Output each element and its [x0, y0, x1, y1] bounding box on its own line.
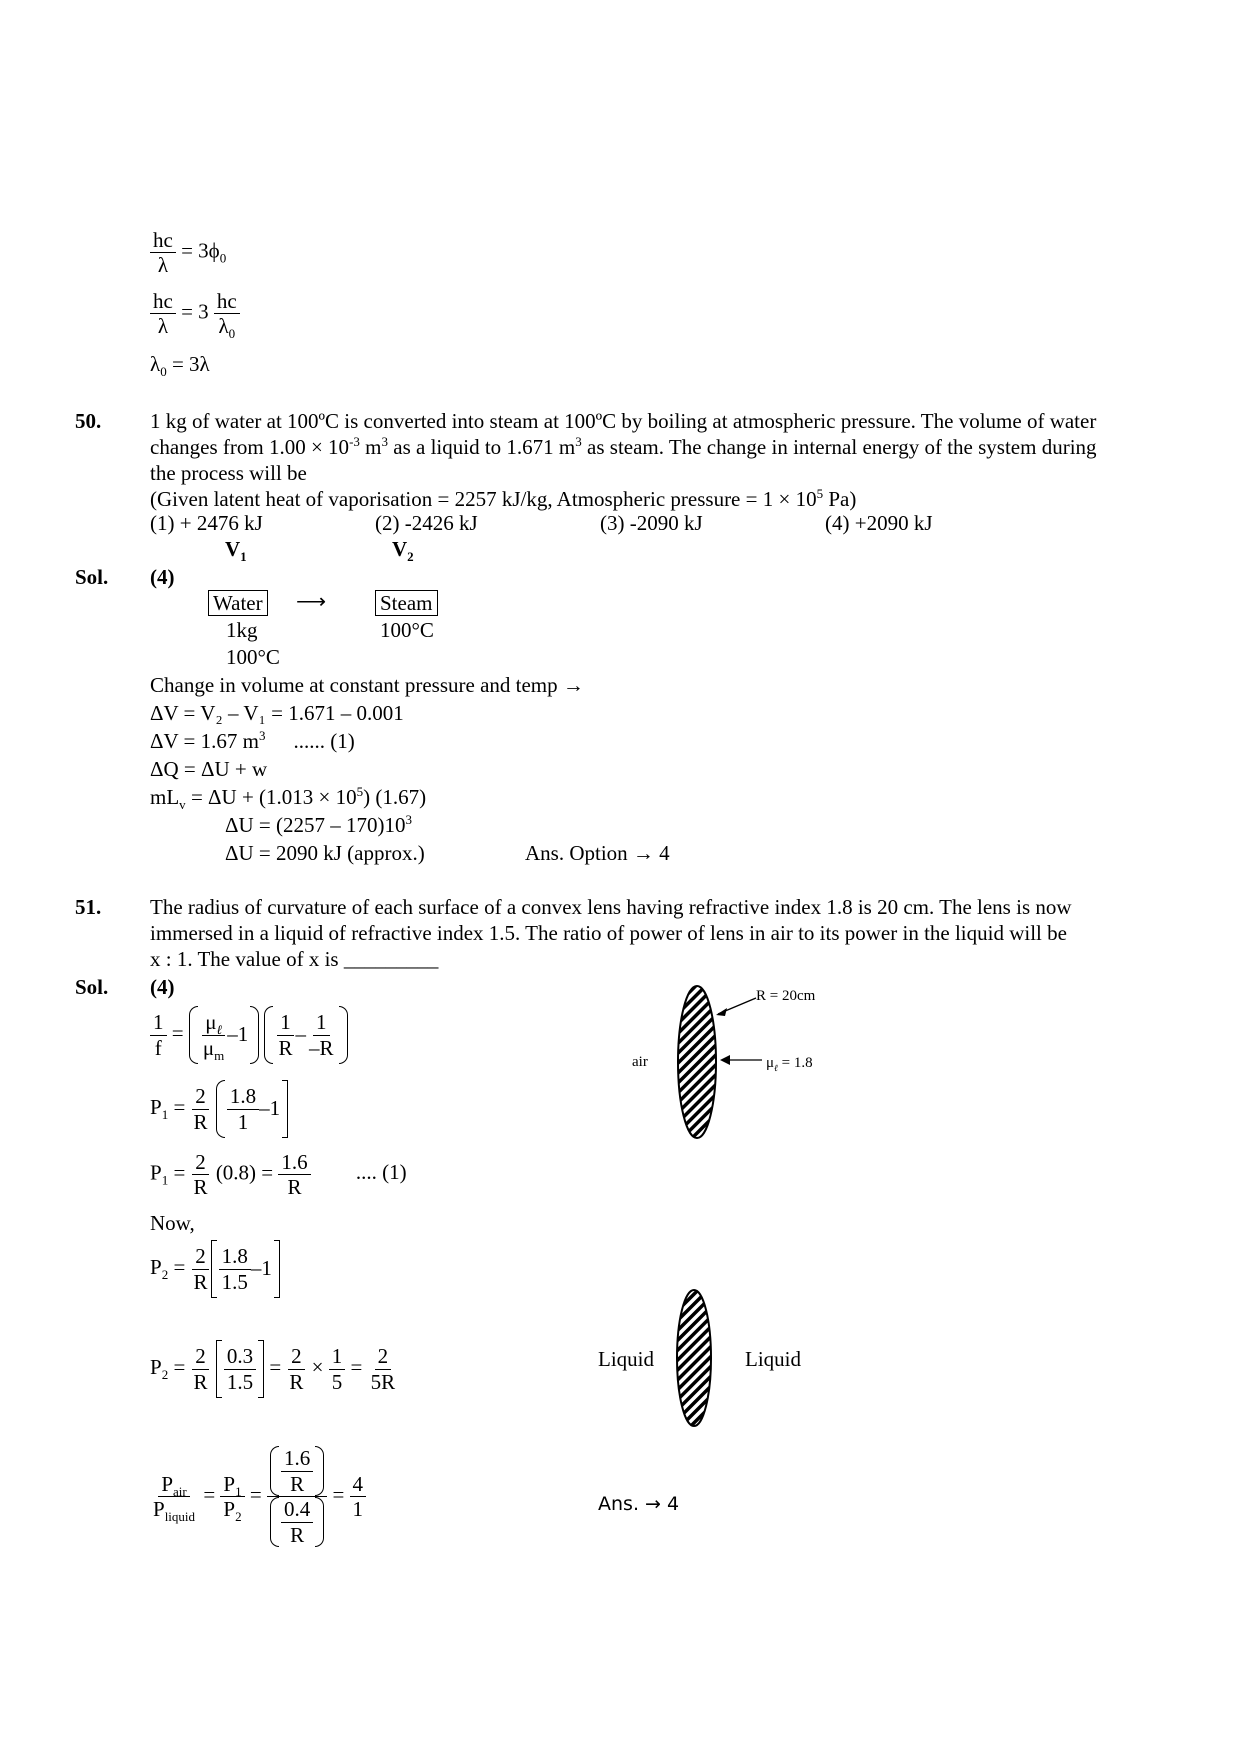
steam-box: Steam	[375, 592, 438, 615]
sol50-line4: ΔQ = ΔU + w	[150, 757, 268, 781]
liquid-right-label: Liquid	[745, 1347, 801, 1371]
question-51-text: The radius of curvature of each surface of a convex lens having refractive index 1.8 is 20 cm. The lens is now immersed in a liquid of refractive index 1.5. The ratio of power of lens in air to its power in the liquid will be x : 1. The value of x is _________	[150, 895, 1072, 971]
eq-work-function-2: $\frac{hc}{\lambda}$ = 3 $\frac{hc}{\lambda_0}$	[150, 289, 240, 338]
mu-label: $\mu_\ell = 1.8$	[766, 1055, 813, 1074]
lens-ellipse-liquid	[677, 1290, 711, 1426]
option-4: (4) +2090 kJ	[825, 511, 933, 535]
p1-result: $P_1$ = $\frac{2}{R}$ (0.8) = $\frac{1.6}{R}$ .... (1)	[150, 1150, 407, 1200]
air-label: air	[632, 1054, 648, 1070]
question-number-51: 51.	[75, 895, 102, 919]
lens-ellipse	[678, 986, 716, 1138]
sol-label-51: Sol.	[75, 975, 109, 999]
sol50-line2: ΔV = V₂ – V₁ = 1.671 – 0.001	[150, 701, 404, 725]
sol-answer-50: (4)	[150, 565, 175, 589]
sol51-answer: Ans. → 4	[598, 1493, 680, 1515]
sol50-line7: ΔU = 2090 kJ (approx.)	[225, 841, 425, 865]
radius-arrow-head	[716, 1008, 727, 1016]
option-3: (3) -2090 kJ	[600, 511, 703, 535]
water-temp: 100°C	[226, 645, 280, 669]
option-1: (1) + 2476 kJ	[150, 511, 263, 535]
sol50-line1: Change in volume at constant pressure and temp →	[150, 673, 584, 697]
label-v1: $V_1$	[225, 537, 247, 565]
water-box: Water	[208, 592, 268, 615]
p2-equation: $P_2$ = $\frac{2}{R}$ $\frac{1.8}{1.5}$ –1	[150, 1240, 280, 1298]
mu-arrow-head	[720, 1055, 730, 1065]
sol-answer-51: (4)	[150, 975, 175, 999]
option-2: (2) -2426 kJ	[375, 511, 478, 535]
liquid-left-label: Liquid	[598, 1347, 654, 1371]
water-mass: 1kg	[226, 618, 258, 642]
p2-result: $P_2$ = $\frac{2}{R}$ $\frac{0.3}{1.5}$ = $\frac{2}{R}$ × $\frac{1}{5}$ = $\frac{2}{5R}$	[150, 1340, 398, 1398]
label-v2: $V_2$	[392, 537, 414, 565]
eq-work-function-1: $\frac{hc}{\lambda}$ = $3\phi_0$	[150, 228, 226, 277]
lens-in-air-diagram	[620, 980, 860, 1160]
arrow-right: ⟶	[296, 589, 327, 613]
p1-equation: $P_1$ = $\frac{2}{R}$ $\frac{1.8}{1}$ –1	[150, 1080, 288, 1138]
sol50-line3: ΔV = 1.67 $m^3$ ...... (1)	[150, 728, 355, 753]
question-number-50: 50.	[75, 409, 102, 433]
sol50-answer-option: Ans. Option → 4	[525, 841, 670, 865]
radius-label: R = 20cm	[756, 988, 816, 1004]
sol50-line5: $mL_v = \Delta U + (1.013 \times 10^5)$ (1.67)	[150, 784, 427, 813]
sol50-line6: $\Delta U = (2257 - 170)10^3$	[225, 812, 413, 837]
lens-in-liquid-diagram	[670, 1286, 720, 1436]
now-label: Now,	[150, 1211, 195, 1235]
steam-temp: 100°C	[380, 618, 434, 642]
lens-maker-formula: $\frac{1}{f}$ = $\frac{\mu_\ell}{\mu_m}$ –1 $\frac{1}{R}$ – $\frac{1}{-R}$	[150, 1006, 348, 1064]
sol-label-50: Sol.	[75, 565, 109, 589]
eq-wavelength: $\lambda_0 = 3\lambda$	[150, 352, 210, 380]
power-ratio: $\frac{P_{air}}{P_{liquid}}$ = $\frac{P_1}{P_2}$ = $\frac{\frac{1.6}{R}}{\frac{0.4}{R}}$ = $\frac{4}{1}$	[150, 1446, 366, 1547]
question-50-text: 1 kg of water at 100ºC is converted into steam at 100ºC by boiling at atmospheric pressure. The volume of water changes from $1.00 \times 10^{-3}$ $m^3$ as a liquid to 1.671 $m^3$ as steam. The change in internal energy of the system during the process will be (Given latent heat of vaporisation = 2257 kJ/kg, Atmospheric pressure = $1 \times 10^5$ Pa)	[150, 409, 1097, 511]
